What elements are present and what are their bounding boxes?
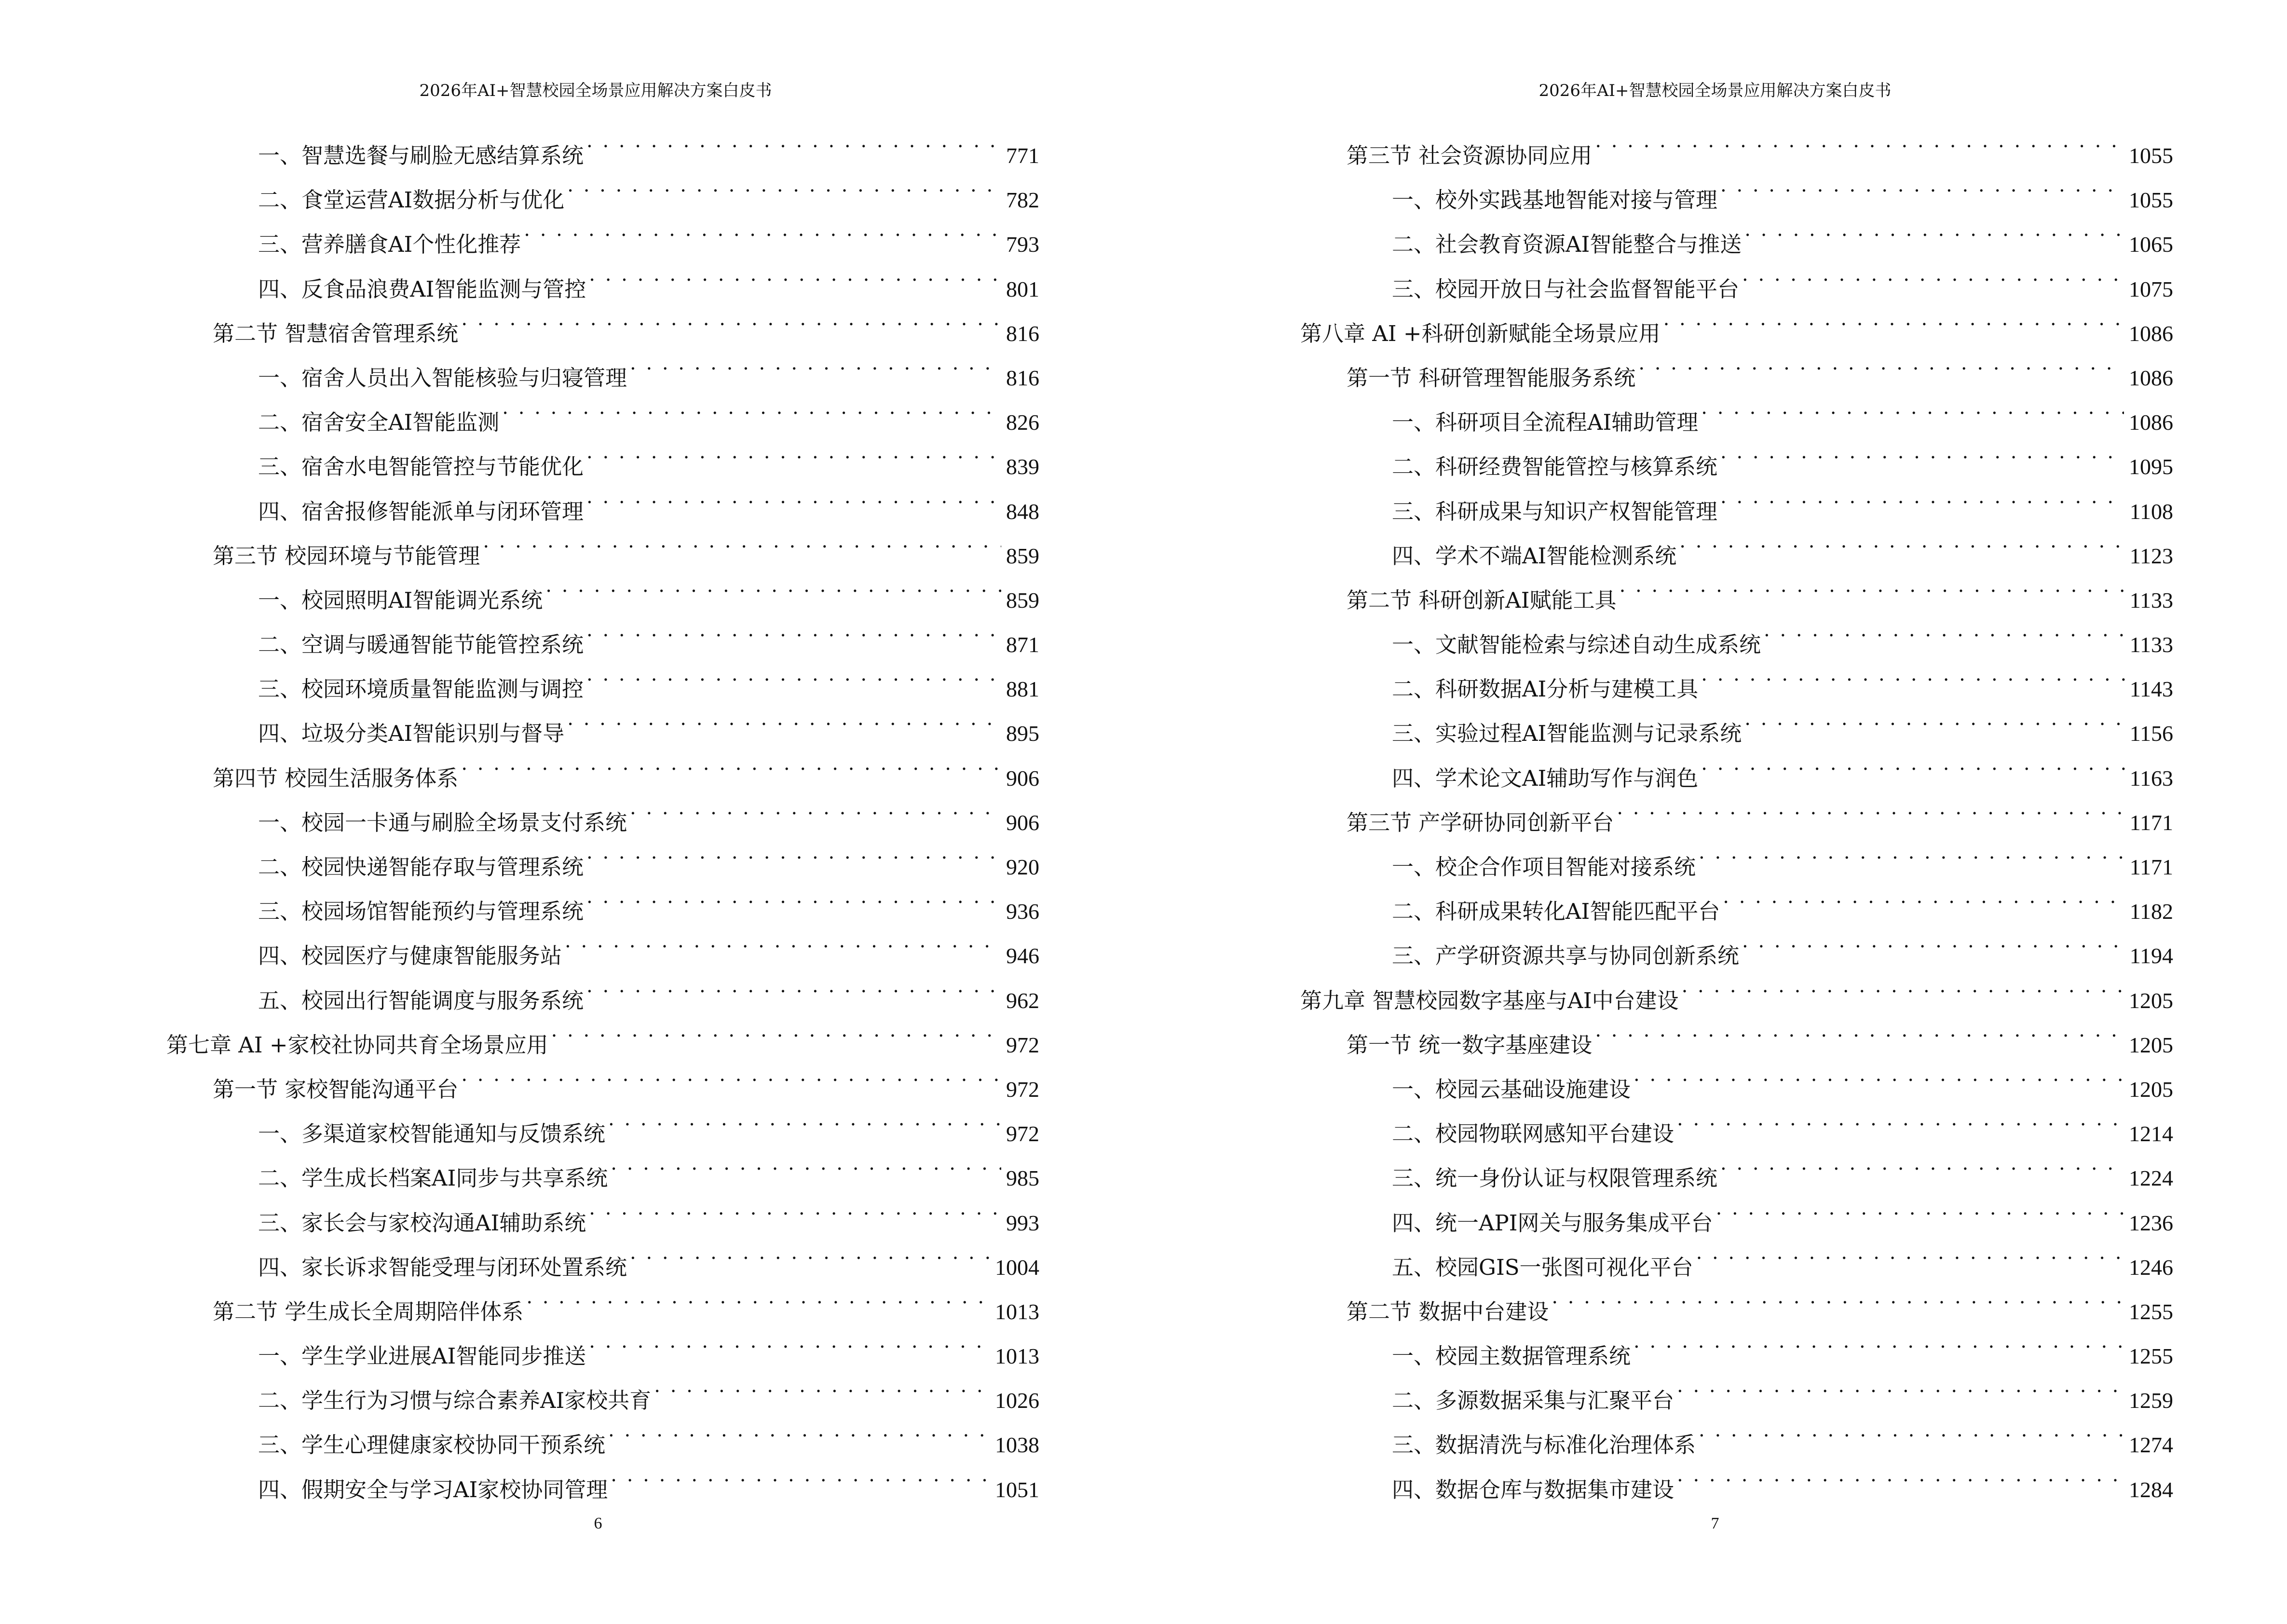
dot-leader <box>483 519 1001 563</box>
toc-entry-title: 四、统一API网关与服务集成平台 <box>1392 1210 1713 1236</box>
toc-entry-title: 四、学术不端AI智能检测系统 <box>1392 543 1677 569</box>
toc-entry-page-number: 1205 <box>2129 988 2173 1013</box>
toc-entry-title: 第一节 科研管理智能服务系统 <box>1347 365 1636 391</box>
toc-entry-page-number: 1246 <box>2129 1255 2173 1280</box>
dot-leader <box>586 430 1001 474</box>
toc-entry-page-number: 972 <box>1006 1121 1039 1146</box>
dot-leader <box>630 786 1001 830</box>
toc-entry-title: 第二节 学生成长全周期陪伴体系 <box>213 1298 524 1324</box>
toc-list <box>1300 119 2173 1502</box>
dot-leader <box>526 1275 990 1319</box>
dot-leader <box>461 297 1001 341</box>
toc-entry-page-number: 848 <box>1006 499 1039 524</box>
toc-entry-page-number: 972 <box>1006 1032 1039 1057</box>
dot-leader <box>1634 1052 2124 1097</box>
toc-subsection-entry[interactable] <box>166 119 1039 168</box>
toc-entry-title: 三、科研成果与知识产权智能管理 <box>1392 498 1718 524</box>
toc-entry-page-number: 1013 <box>995 1299 1039 1324</box>
toc-entry-page-number: 1143 <box>2129 677 2173 702</box>
dot-leader <box>589 1319 990 1364</box>
toc-entry-title: 四、校园医疗与健康智能服务站 <box>258 943 562 969</box>
dot-leader <box>1663 297 2124 341</box>
toc-entry-title: 二、科研成果转化AI智能匹配平台 <box>1392 899 1720 925</box>
dot-leader <box>1677 1453 2124 1497</box>
toc-entry-page-number: 881 <box>1006 677 1039 702</box>
dot-leader <box>1677 1097 2124 1141</box>
toc-entry-title: 一、校园一卡通与刷脸全场景支付系统 <box>258 809 627 835</box>
dot-leader <box>1638 341 2124 385</box>
toc-entry-title: 四、学术论文AI辅助写作与润色 <box>1392 765 1699 791</box>
dot-leader <box>1720 475 2125 519</box>
page-number: 6 <box>594 1515 602 1532</box>
toc-entry-page-number: 1194 <box>2129 943 2173 969</box>
toc-entry-title: 第七章 AI +家校社协同共育全场景应用 <box>166 1032 548 1058</box>
toc-list <box>166 119 1039 1502</box>
toc-entry-title: 一、校园照明AI智能调光系统 <box>258 587 543 613</box>
dot-leader <box>1742 919 2125 963</box>
dot-leader <box>567 163 1001 207</box>
toc-entry-title: 第二节 数据中台建设 <box>1347 1298 1549 1324</box>
toc-entry-page-number: 771 <box>1006 143 1039 168</box>
toc-entry-page-number: 1055 <box>2129 143 2173 168</box>
dot-leader <box>611 1453 990 1497</box>
toc-entry-page-number: 993 <box>1006 1210 1039 1235</box>
toc-entry-page-number: 1038 <box>995 1433 1039 1458</box>
toc-entry-title: 一、文献智能检索与综述自动生成系统 <box>1392 632 1761 658</box>
right-page <box>1144 0 2287 1624</box>
toc-entry-page-number: 1123 <box>2129 543 2173 568</box>
toc-entry-title: 一、智慧选餐与刷脸无感结算系统 <box>258 143 584 168</box>
toc-entry-title: 第三节 社会资源协同应用 <box>1347 143 1593 168</box>
toc-entry-title: 二、学生成长档案AI同步与共享系统 <box>258 1165 608 1191</box>
toc-entry-page-number: 1086 <box>2129 365 2173 390</box>
toc-entry-title: 三、家长会与家校沟通AI辅助系统 <box>258 1210 586 1236</box>
toc-entry-page-number: 1163 <box>2129 765 2173 791</box>
dot-leader <box>589 252 1001 297</box>
dot-leader <box>1699 1408 2124 1452</box>
toc-entry-page-number: 1055 <box>2129 188 2173 213</box>
toc-entry-page-number: 1259 <box>2129 1388 2173 1413</box>
toc-entry-title: 二、食堂运营AI数据分析与优化 <box>258 187 565 213</box>
dot-leader <box>586 475 1001 519</box>
toc-entry-page-number: 936 <box>1006 899 1039 924</box>
dot-leader <box>589 1186 1001 1230</box>
dot-leader <box>1620 563 2125 608</box>
toc-entry-page-number: 1086 <box>2129 410 2173 435</box>
toc-entry-page-number: 1214 <box>2129 1121 2173 1146</box>
dot-leader <box>1634 1319 2124 1364</box>
dot-leader <box>1701 652 2124 696</box>
toc-entry-title: 三、营养膳食AI个性化推荐 <box>258 232 521 258</box>
toc-entry-page-number: 972 <box>1006 1077 1039 1102</box>
dot-leader <box>1764 608 2125 652</box>
toc-entry-title: 一、多渠道家校智能通知与反馈系统 <box>258 1121 606 1147</box>
dot-leader <box>1617 786 2124 830</box>
toc-entry-title: 三、数据清洗与标准化治理体系 <box>1392 1432 1696 1458</box>
dot-leader <box>1701 385 2124 430</box>
dot-leader <box>1699 830 2125 874</box>
toc-entry-title: 二、科研经费智能管控与核算系统 <box>1392 454 1718 480</box>
toc-entry-page-number: 1026 <box>995 1388 1039 1413</box>
toc-entry-title: 第一节 家校智能沟通平台 <box>213 1076 459 1102</box>
toc-entry-page-number: 1284 <box>2129 1477 2173 1502</box>
toc-entry-title: 第三节 产学研协同创新平台 <box>1347 809 1614 835</box>
dot-leader <box>567 696 1001 741</box>
dot-leader <box>1679 519 2124 563</box>
toc-entry-page-number: 1013 <box>995 1344 1039 1369</box>
toc-entry-title: 四、家长诉求智能受理与闭环处置系统 <box>258 1254 627 1280</box>
dot-leader <box>545 563 1001 608</box>
dot-leader <box>1744 696 2124 741</box>
toc-entry-page-number: 859 <box>1006 543 1039 568</box>
toc-entry-page-number: 895 <box>1006 721 1039 746</box>
toc-entry-page-number: 1075 <box>2129 276 2173 301</box>
toc-entry-title: 五、校园GIS一张图可视化平台 <box>1392 1254 1693 1280</box>
toc-entry-page-number: 1004 <box>995 1255 1039 1280</box>
dot-leader <box>586 119 1001 163</box>
toc-entry-page-number: 1236 <box>2129 1210 2173 1235</box>
toc-entry-page-number: 1182 <box>2129 899 2173 924</box>
toc-entry-title: 三、实验过程AI智能监测与记录系统 <box>1392 721 1742 747</box>
toc-entry-page-number: 859 <box>1006 587 1039 613</box>
dot-leader <box>586 652 1001 696</box>
dot-leader <box>630 1230 990 1275</box>
dot-leader <box>1742 252 2124 297</box>
toc-entry-title: 三、产学研资源共享与协同创新系统 <box>1392 943 1740 969</box>
toc-entry-page-number: 906 <box>1006 765 1039 791</box>
toc-entry-page-number: 906 <box>1006 810 1039 835</box>
toc-entry-title: 二、科研数据AI分析与建模工具 <box>1392 676 1699 702</box>
dot-leader <box>586 874 1001 919</box>
dot-leader <box>1720 163 2124 207</box>
toc-entry-title: 第一节 统一数字基座建设 <box>1347 1032 1593 1058</box>
toc-entry-title: 三、宿舍水电智能管控与节能优化 <box>258 454 584 480</box>
toc-entry-title: 第八章 AI +科研创新赋能全场景应用 <box>1300 320 1661 346</box>
toc-entry-page-number: 1274 <box>2129 1433 2173 1458</box>
toc-entry-title: 一、科研项目全流程AI辅助管理 <box>1392 409 1699 436</box>
dot-leader <box>565 919 1001 963</box>
toc-entry-page-number: 816 <box>1006 365 1039 390</box>
dot-leader <box>1723 874 2124 919</box>
toc-entry-page-number: 839 <box>1006 454 1039 479</box>
toc-entry-page-number: 801 <box>1006 276 1039 301</box>
toc-entry-title: 一、校园云基础设施建设 <box>1392 1076 1631 1102</box>
toc-entry-page-number: 1095 <box>2129 454 2173 479</box>
dot-leader <box>586 608 1001 652</box>
toc-entry-title: 第九章 智慧校园数字基座与AI中台建设 <box>1300 987 1679 1013</box>
dot-leader <box>461 1052 1001 1097</box>
dot-leader <box>1720 430 2124 474</box>
dot-leader <box>608 1097 1001 1141</box>
dot-leader <box>1677 1364 2124 1408</box>
toc-entry-page-number: 1205 <box>2129 1032 2173 1057</box>
running-header: 2026年AI+智慧校园全场景应用解决方案白皮书 <box>419 81 772 100</box>
dot-leader <box>586 964 1001 1008</box>
toc-entry-title: 五、校园出行智能调度与服务系统 <box>258 987 584 1013</box>
toc-entry-title: 三、校园环境质量智能监测与调控 <box>258 676 584 702</box>
dot-leader <box>611 1141 1001 1186</box>
dot-leader <box>1595 119 2124 163</box>
toc-entry-title: 第四节 校园生活服务体系 <box>213 765 459 791</box>
toc-entry-title: 三、校园场馆智能预约与管理系统 <box>258 899 584 925</box>
toc-entry-page-number: 1156 <box>2129 721 2173 746</box>
toc-entry-page-number: 1171 <box>2129 855 2173 879</box>
toc-entry-page-number: 816 <box>1006 321 1039 346</box>
toc-entry-title: 四、反食品浪费AI智能监测与管控 <box>258 276 586 302</box>
toc-entry-page-number: 1224 <box>2129 1166 2173 1191</box>
toc-entry-page-number: 946 <box>1006 943 1039 969</box>
toc-entry-title: 二、学生行为习惯与综合素养AI家校共育 <box>258 1388 652 1414</box>
toc-entry-title: 二、社会教育资源AI智能整合与推送 <box>1392 232 1742 258</box>
toc-entry-title: 四、垃圾分类AI智能识别与督导 <box>258 721 565 747</box>
toc-entry-page-number: 1171 <box>2129 810 2173 835</box>
dot-leader <box>551 1008 1001 1052</box>
dot-leader <box>461 741 1001 786</box>
toc-entry-page-number: 782 <box>1006 188 1039 213</box>
dot-leader <box>608 1408 990 1452</box>
toc-entry-title: 一、学生学业进展AI智能同步推送 <box>258 1343 586 1369</box>
toc-entry-title: 四、数据仓库与数据集市建设 <box>1392 1476 1674 1502</box>
toc-entry-title: 二、宿舍安全AI智能监测 <box>258 409 500 436</box>
dot-leader <box>1720 1141 2124 1186</box>
dot-leader <box>1696 1230 2124 1275</box>
toc-entry-page-number: 920 <box>1006 855 1039 879</box>
toc-entry-title: 二、多源数据采集与汇聚平台 <box>1392 1388 1674 1414</box>
toc-entry-title: 二、校园快递智能存取与管理系统 <box>258 854 584 880</box>
toc-entry-title: 一、宿舍人员出入智能核验与归寝管理 <box>258 365 627 391</box>
toc-entry-page-number: 1255 <box>2129 1299 2173 1324</box>
dot-leader <box>1716 1186 2124 1230</box>
toc-entry-page-number: 962 <box>1006 988 1039 1013</box>
running-header: 2026年AI+智慧校园全场景应用解决方案白皮书 <box>1538 81 1892 100</box>
toc-entry-page-number: 985 <box>1006 1166 1039 1191</box>
toc-entry-page-number: 1255 <box>2129 1344 2173 1369</box>
toc-entry-page-number: 826 <box>1006 410 1039 435</box>
toc-entry-page-number: 793 <box>1006 232 1039 257</box>
toc-entry-title: 一、校园主数据管理系统 <box>1392 1343 1631 1369</box>
toc-entry-page-number: 1133 <box>2129 632 2173 657</box>
toc-entry-title: 三、统一身份认证与权限管理系统 <box>1392 1165 1718 1191</box>
dot-leader <box>1595 1008 2124 1052</box>
toc-entry-title: 三、学生心理健康家校协同干预系统 <box>258 1432 606 1458</box>
dot-leader <box>1552 1275 2124 1319</box>
toc-entry-page-number: 1133 <box>2129 587 2173 613</box>
toc-entry-page-number: 1065 <box>2129 232 2173 257</box>
toc-entry-page-number: 871 <box>1006 632 1039 657</box>
dot-leader <box>524 207 1001 252</box>
toc-entry-title: 第二节 科研创新AI赋能工具 <box>1347 587 1617 613</box>
toc-entry-title: 一、校外实践基地智能对接与管理 <box>1392 187 1718 213</box>
toc-entry-title: 四、宿舍报修智能派单与闭环管理 <box>258 498 584 524</box>
toc-entry-title: 一、校企合作项目智能对接系统 <box>1392 854 1696 880</box>
toc-entry-title: 三、校园开放日与社会监督智能平台 <box>1392 276 1740 302</box>
dot-leader <box>1701 741 2124 786</box>
toc-entry-title: 二、空调与暖通智能节能管控系统 <box>258 632 584 658</box>
dot-leader <box>654 1364 990 1408</box>
toc-entry-title: 第三节 校园环境与节能管理 <box>213 543 480 569</box>
page-number: 7 <box>1711 1515 1719 1532</box>
toc-entry-page-number: 1051 <box>995 1477 1039 1502</box>
toc-section-entry[interactable] <box>1300 119 2173 168</box>
dot-leader <box>1682 964 2124 1008</box>
dot-leader <box>586 830 1001 874</box>
toc-entry-page-number: 1086 <box>2129 321 2173 346</box>
toc-entry-title: 四、假期安全与学习AI家校协同管理 <box>258 1476 608 1502</box>
dot-leader <box>630 341 1001 385</box>
dot-leader <box>1744 207 2124 252</box>
toc-entry-title: 第二节 智慧宿舍管理系统 <box>213 320 459 346</box>
dot-leader <box>502 385 1001 430</box>
toc-entry-page-number: 1205 <box>2129 1077 2173 1102</box>
toc-entry-page-number: 1108 <box>2129 499 2173 524</box>
toc-entry-title: 二、校园物联网感知平台建设 <box>1392 1121 1674 1147</box>
